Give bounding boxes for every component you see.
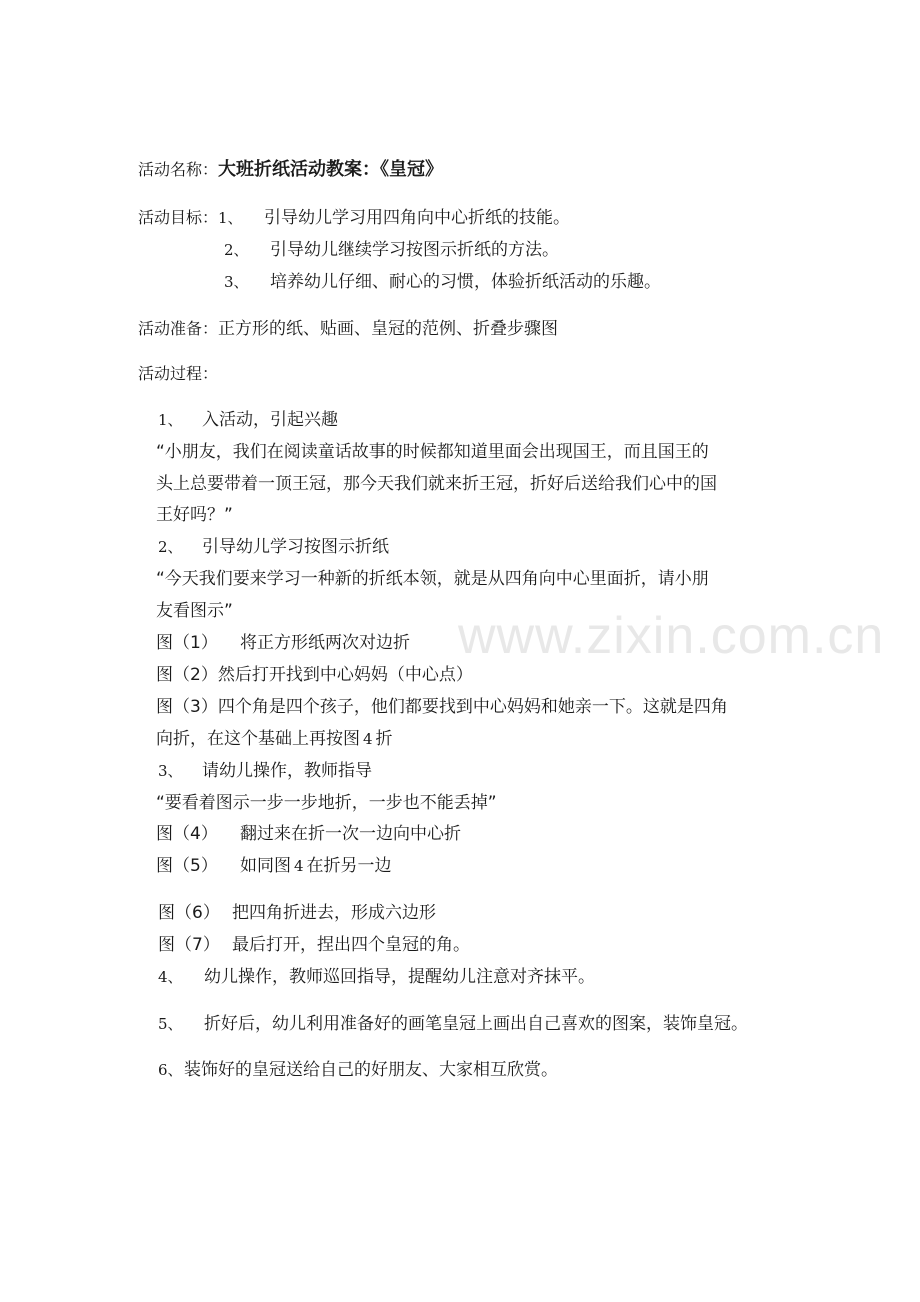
step1-quote-1: “小朋友，我们在阅读童话故事的时候都知道里面会出现国王，而且国王的	[156, 442, 709, 462]
figure-text: 然后打开找到中心妈妈（中心点）	[217, 665, 473, 685]
goals-label: 活动目标：	[138, 208, 219, 227]
figure-1-line	[156, 631, 410, 655]
figure-label: 图（1）	[156, 633, 218, 653]
goal-number: 3、	[224, 273, 249, 291]
figure-5-line: 图（5） 如同图 4 在折另一边	[156, 856, 392, 876]
figure-label: 图（4）	[156, 824, 218, 844]
process-label: 活动过程：	[138, 364, 219, 383]
step-text: 折好后，幼儿利用准备好的画笔皇冠上画出自己喜欢的图案，装饰皇冠。	[204, 1014, 748, 1034]
step2-quote-2: 友看图示”	[156, 601, 233, 621]
goals-line-3	[224, 270, 661, 294]
figure-3-line	[156, 695, 728, 719]
figure-label: 图（5）	[156, 856, 218, 876]
step5-line	[158, 1012, 748, 1036]
watermark: www.zixin.com.cn	[458, 607, 885, 665]
step1-heading	[158, 408, 338, 432]
figure-text: 翻过来在折一次一边向中心折	[240, 824, 461, 844]
step1-quote-2: 头上总要带着一顶王冠，那今天我们就来折王冠，折好后送给我们心中的国	[156, 474, 717, 494]
step3-heading	[158, 759, 372, 783]
goal-number: 2、	[224, 241, 249, 259]
step6-line	[158, 1058, 558, 1082]
figure-text: 把四角折进去，形成六边形	[232, 903, 436, 923]
goal-text: 培养幼儿仔细、耐心的习惯，体验折纸活动的乐趣。	[270, 272, 661, 292]
step-number: 6、	[158, 1061, 183, 1079]
step-number: 5、	[158, 1015, 183, 1033]
prep-line	[138, 317, 558, 341]
figure-text: 四个角是四个孩子，他们都要找到中心妈妈和她亲一下。这就是四角	[217, 697, 728, 717]
figure-label: 图（3）	[156, 697, 218, 717]
figure-3-continuation: 向折，在这个基础上再按图 4 折	[156, 729, 393, 749]
prep-label: 活动准备：	[138, 319, 219, 338]
step-number: 1、	[158, 411, 183, 429]
step-text: 装饰好的皇冠送给自己的好朋友、大家相互欣赏。	[184, 1060, 558, 1080]
activity-name-line	[138, 158, 443, 182]
prep-text: 正方形的纸、贴画、皇冠的范例、折叠步骤图	[218, 319, 559, 339]
figure-label: 图（6）	[158, 903, 220, 923]
activity-name-label: 活动名称：	[138, 160, 219, 179]
figure-2-line	[156, 663, 473, 687]
figure-4-line	[156, 822, 461, 846]
figure-text: 将正方形纸两次对边折	[240, 633, 410, 653]
step3-quote: “要看着图示一步一步地折，一步也不能丢掉”	[156, 793, 497, 813]
figure-label: 图（7）	[158, 935, 220, 955]
step-title: 请幼儿操作，教师指导	[202, 761, 372, 781]
step-title: 引导幼儿学习按图示折纸	[202, 537, 389, 557]
goal-text: 引导幼儿学习用四角向中心折纸的技能。	[264, 208, 571, 228]
step2-heading	[158, 535, 389, 559]
figure-label: 图（2）	[156, 665, 218, 685]
step-number: 3、	[158, 762, 183, 780]
step-text: 幼儿操作，教师巡回指导，提醒幼儿注意对齐抹平。	[204, 967, 595, 987]
figure-6-line	[158, 901, 436, 925]
step-number: 4、	[158, 968, 183, 986]
figure-text: 最后打开，捏出四个皇冠的角。	[232, 935, 470, 955]
step-title: 入活动，引起兴趣	[202, 410, 338, 430]
step-number: 2、	[158, 538, 183, 556]
goal-text: 引导幼儿继续学习按图示折纸的方法。	[270, 240, 559, 260]
goal-number: 1、	[218, 209, 243, 227]
step4-line	[158, 965, 595, 989]
goals-line-2	[224, 238, 559, 262]
document-title: 大班折纸活动教案：《皇冠》	[218, 159, 444, 180]
step2-quote-1: “今天我们要来学习一种新的折纸本领，就是从四角向中心里面折，请小朋	[156, 569, 709, 589]
figure-7-line	[158, 933, 470, 957]
step1-quote-3: 王好吗？”	[156, 505, 233, 525]
goals-line-1	[138, 206, 570, 230]
